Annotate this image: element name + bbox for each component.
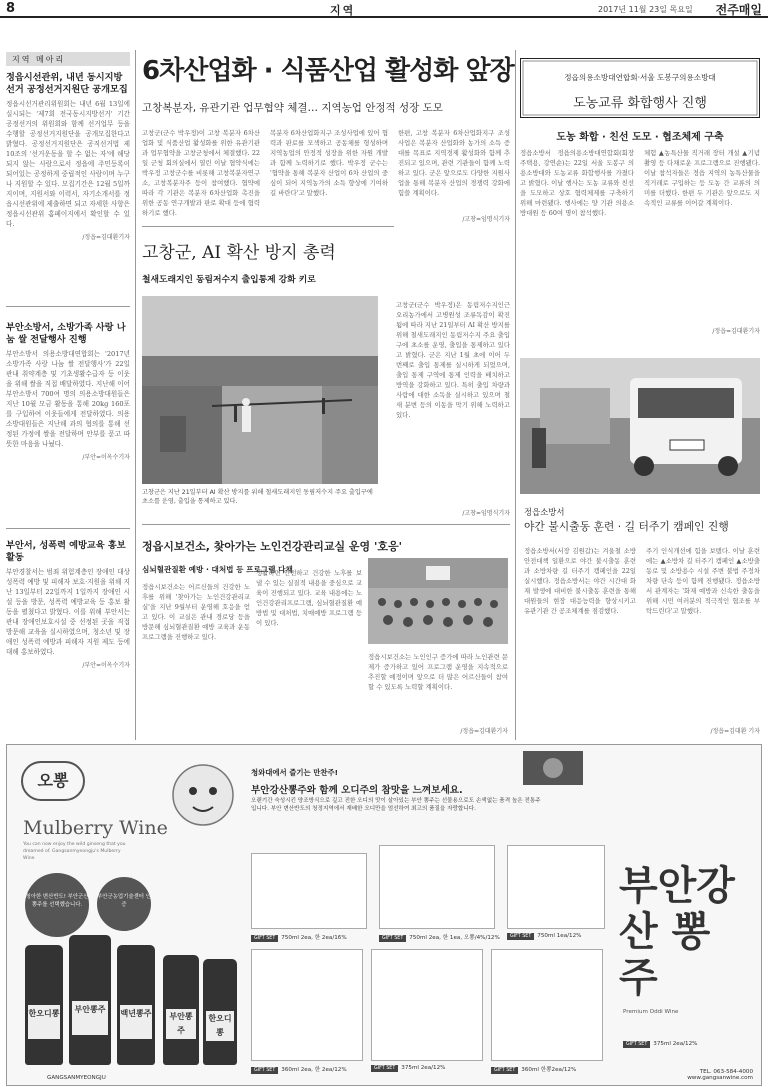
sidebar-article-3 [6,540,130,669]
mulberry-wine-ad [6,744,762,1086]
right1-col-2: 체험 ▲농특산물 직거래 장터 개설 ▲기념 촬영 등 다채로운 프로그램으로 진행됐다. 이날 참석자들은 정읍 지역의 농특산물을 직거래로 구입하는 등 도농 간 교류의 의미를 더했다. 한편 두 기관은 앞으로도 지속적인 교류를 이어갈 계획이다. [644,149,760,207]
ai-body: 고창군(군수 박우정)은 동림저수지인근 오리농가에서 고병원성 조류독감이 확진됨에 따라 지난 21일부터 AI 확산 방지를 위해 철새도래지인 동림저수지 주요 출입구에 초소를 운영, 출입을 통제하고 있다고 밝혔다. 군은 지난 1월 초에 이어 두 번째로 출입 통제를 실시하게 되었으며, 출입 통제 구역에 통제 인력을 배치하고 방역을 강화하고 있다. 특히 출입 차량과 사람에 대한 소독을 실시하고 있으며 철새 분변 등의 이동을 막기 위해 노력하고 있다. [396,301,510,419]
ai-subhead: 철새도래지인 동림저수지 출입통제 강화 키로 [142,275,316,285]
ai-checkpoint-photo [142,296,378,484]
right2-col-2: 주기 인식개선에 힘을 보탰다. 이날 훈련에는 ▲소방차 길 터주기 캠페인 ▲소방출동로 및 소방용수 시설 주변 불법 주정차 차량 단속 등이 함께 진행됐다. 정읍소방서 관계자는 '화재 예방과 신속한 출동을 위해 시민 여러분의 적극적인 협조를 부탁드린다'고 말했다. [646,547,760,615]
ad-tel: TEL. 063-584-4000 [699,1069,753,1075]
ai-byline: /고창=임명식기자 [462,510,510,517]
main-col-1: 고창군(군수 박우정)이 고창 복분자 6차산업화 및 식품산업 활성화를 위한 유관기관과 업무협약을 고창군청에서 체결했다. 22일 군청 회의실에서 열린 이날 협약식에는 박우정 고창군수를 비롯해 고창복분자연구소, 고창복분자주 등이 참여했다. 협약에 따라 각 기관은 복분자 6차산업화 촉진을 위한 공동 연구개발과 판로 확대 등에 협력하기로 했다. [142,129,260,217]
main-headline: 6차산업화 · 식품산업 활성화 앞장 [142,56,514,86]
issue-date: 2017년 11월 23일 목요일 [598,5,693,14]
gift-set-label: GIFT SET 750ml 2ea, 한 2ea/16% [251,933,347,942]
column-divider [515,50,516,740]
ad-big-title: 부안강산 뽕주 [619,862,735,1001]
health-byline: /정읍=김대환기자 [460,728,508,735]
section-title: 지역 [330,4,356,17]
column-divider [135,50,136,740]
main-col-3: 한편, 고창 복분자 6차산업화지구 조성사업은 복분자 산업화와 농가의 소득 증대를 목표로 지역경제 활성화와 함께 추진되고 있으며, 관련 기관들이 함께 노력하고 있다. 군은 앞으로도 다양한 지원사업을 통해 복분자 산업의 경쟁력 강화에 힘쓸 계획이다. [398,129,510,197]
ad-company: GANGSANMYEONGJU [47,1075,106,1081]
health-col-3: 정읍시보건소는 노인인구 증가에 따라 노인관련 문제가 증가하고 있어 프로그램 운영을 지속적으로 추진할 예정이며 앞으로 더 많은 어르신들이 참여할 수 있도록 노력할 계획이다. [368,653,508,691]
right1-byline: /정읍=김대환기자 [712,328,760,335]
health-col-1: 정읍시보건소는 어르신들의 건강한 노후를 위해 '찾아가는 노인건강관리교실'을 지난 9월부터 운영해 호응을 얻고 있다. 이 교실은 관내 경로당 등을 방문해 심뇌혈관질환 예방 교육과 운동 프로그램을 진행하고 있다. [142,583,250,641]
divider [6,528,130,529]
sidebar-article-byline: /부안=이옥수기자 [82,454,130,461]
divider [142,226,394,227]
sidebar-article-body: 부안소방서 의용소방대연합회는 '2017년 소방가족 사랑 나눔 쌀 전달행사'가 22일 관내 취약계층 및 기초생활수급자 등 이웃을 위해 쌀을 직접 배달하였다. 지난해 이어 부안소방서 700여 명의 의용소방대원들은 지난 10월 모금 활동을 통해 20kg 160포를 구입하여 이웃들에게 전달하였다. 의용소방대원들은 지난해 과의 협의를 통해 선정된 가정에 쌀을 전달하며 안부를 묻고 따뜻한 마음을 나눴다. [6,350,130,448]
right1-headline: 도농교류 화합행사 진행 [573,96,707,111]
wine-bottle [203,959,237,1065]
ai-headline: 고창군, AI 확산 방지 총력 [142,243,336,263]
sidebar-article-title: 부안서, 성폭력 예방교육 홍보 활동 [6,540,126,563]
ad-headline-1: 청와대에서 즐기는 만찬주! [251,768,339,777]
bottle-label: 한오디뽕 [206,1011,234,1041]
sidebar-article-body: 부안경찰서는 범죄 위험계층인 장애인 대상 성폭력 예방 및 피해자 보호·지원을 위해 지난 13일부터 22일까지 1일까지 장애인 시설 등을 방문, 성폭력 예방교육 등 홍보 활동을 펼쳤다고 밝혔다. 이를 위해 부안서는 관내 장애인보호시설 중 선정된 곳을 직접 방문해 교육을 실시하였으며, 청소년 및 장애인 성폭력 예방과 피해자 지원 제도 등에 대해 홍보하였다. [6,568,130,656]
ad-award-emblem [513,747,593,791]
sidebar-article-title: 부안소방서, 소방가족 사랑 나눔 쌀 전달행사 진행 [6,322,126,345]
gift-set-box [379,845,495,929]
mascot-icon [163,755,243,835]
ad-contact [687,1069,753,1081]
gift-set-label: GIFT SET 360ml 2ea, 한 2ea/12% [251,1065,347,1074]
masthead [0,0,768,18]
gift-set-box [251,853,367,929]
divider [6,306,130,307]
gift-set-label: GIFT SET 375ml 2ea/12% [371,1065,446,1072]
page-number: 8 [6,1,16,16]
right2-byline: /정읍=김대환 기자 [710,728,760,735]
fire-truck-photo [520,358,760,494]
sidebar-article-title: 정읍시선관위, 내년 동시지방선거 공정선거지원단 공개모집 [6,72,128,95]
main-subhead: 고창복분자, 유관기관 업무협약 체결… 지역농업 안정적 성장 도모 [142,102,443,114]
divider [142,524,510,525]
bottle-label: 부안뽕주 [166,1009,196,1039]
wine-bottle [163,955,199,1065]
gift-set-label: GIFT SET 360ml 한뽕2ea/12% [491,1065,576,1074]
right1-kicker: 정읍의용소방대연합회·서울 도봉구의용소방대 [564,73,716,82]
ad-badge-2: 부안군농업기술센터 인증 [97,877,151,931]
bottle-label: 한오디뽕 [28,1005,60,1039]
gift-set-box [251,949,363,1061]
sidebar-article-byline: /부안=이옥수기자 [82,662,130,669]
bottle-label: 백년뽕주 [120,1005,152,1039]
ad-body: 오랜기간 숙성시킨 양조방식으로 깊고 진한 오디의 맛이 살아있는 부안 뽕주는 선물용으로도 손색없는 품격 높은 전통주입니다. 부안 변산반도의 청정지역에서 재배한 오디만을 엄선하여 최고의 품질을 자랑합니다. [251,798,541,812]
ad-big-title-en: Premium Oddi Wine [623,1009,679,1015]
ad-headline-2: 부안강산뽕주와 함께 오디주의 참맛을 느껴보세요. [251,785,463,796]
sidebar-article-1 [6,72,130,241]
sidebar-article-2 [6,322,130,461]
gift-set-label: GIFT SET 750ml 2ea, 한 1ea, 오뽕/4%/12% [379,933,500,942]
ai-photo-caption: 고창군은 지난 21일부터 AI 확산 방지를 위해 철새도래지인 동림저수지 주요 출입구에 초소를 운영, 출입을 통제하고 있다. [142,489,373,505]
wine-bottle [117,945,155,1065]
gift-set-box [491,949,603,1061]
ad-web: www.gangsanwine.com [687,1075,753,1081]
sidebar-article-byline: /정읍=김대환기자 [82,234,130,241]
right2-kicker: 정읍소방서 [524,507,565,517]
health-subhead: 심뇌혈관질환 예방 · 대처법 등 프로그램 다채 [142,565,293,574]
sidebar-article-body: 정읍시선거관리위원회는 내년 6월 13일에 실시되는 '제7회 전국동시지방선거' 기간 공정선거의 위원회와 함께 선거업무 등을 수행할 공정선거지원단을 공개모집한다고 밝혔다. 공정선거지원단은 공직선거법 제10조의 '선거운동을 할 수 없는 자'에 해당되지 않는 사람으로서 정읍에 주민등록이 되어있는 공정하게 중립적인 사람이며 누구나 지원할 수 있다. 모집기간은 12월 5일까지이며, 지원서와 이력서, 자기소개서를 정읍시선관위에 제출하면 되고 자세한 사항은 정읍시선관위 홈페이지에서 확인할 수 있다. [6,100,130,228]
right1-col-1: 정읍소방서 정읍의용소방대연합회(회장 주택용, 강연순)는 22일 서울 도봉구 의용소방대와 도농교류 화합행사를 가졌다고 밝혔다. 이날 행사는 도농 교류와 친선을 도모하고 상호 협력체제를 구축하기 위해 마련됐다. 행사에는 양 기관 의용소방대원 등 60여 명이 참석했다. [520,149,634,217]
newspaper-brand: 전주매일 [715,3,762,17]
right2-headline: 야간 불시출동 훈련 · 길 터주기 캠페인 진행 [524,520,729,533]
ad-brand-name: Mulberry Wine [23,817,168,839]
sidebar-tag: 지역 메아리 [6,52,130,66]
gift-set-label: GIFT SET 750ml 1ea/12% [507,933,582,940]
bottle-label: 부안뽕주 [72,1001,108,1035]
gift-set-box [371,949,483,1061]
main-byline: /고창=임명식기자 [462,216,510,223]
gift-set-label: GIFT SET 375ml 2ea/12% [623,1041,698,1048]
ad-brand-tagline: You can now enjoy the wild ginseng that you dreamed of. Gangsanmyeongju's Mulberry Wine [23,842,126,861]
health-col-2: 생활하면 안전하고 건강한 노후를 보낼 수 있는 실질적 내용을 중심으로 교육이 진행되고 있다. 교육 내용에는 노인건강관리프로그램, 심뇌혈관질환 예방법 및 대처법, 치매예방 프로그램 등이 있다. [256,569,362,627]
ad-badge-1: 청아한 변산반도! 부안군산뽕주를 선택했습니다. [25,873,89,937]
health-class-photo [368,558,508,644]
right1-subhead: 도농 화합 · 친선 도모 · 협조체제 구축 [556,132,724,143]
health-headline: 정읍시보건소, 찾아가는 노인건강관리교실 운영 '호응' [142,540,403,553]
right2-col-1: 정읍소방서(서장 김원갑)는 겨울철 소방안전대책 일환으로 야간 불시출동 훈련과 소방차량 길 터주기 캠페인을 22일 실시했다. 정읍소방서는 야간 시간대 화재 발생에 대비한 불시출동 훈련을 통해 대원들의 현장 대응능력을 향상시키고 유관기관 간 공조체계를 점검했다. [524,547,636,615]
ad-logo: 오뽕 [21,761,85,801]
gift-set-box [507,845,605,929]
wine-bottle [25,945,63,1065]
main-col-2: 복분자 6차산업화지구 조성사업에 있어 협력과 판로를 모색하고 공동체를 형성하며 지역농업의 안정적 성장을 위한 자원 개발과 함께 노력하기로 했다. 박우정 군수는 '협약을 통해 복분자 산업이 6차 산업의 중심이 되어 지역농가의 소득 향상에 기여하길 바란다'고 말했다. [270,129,388,197]
wine-bottle [69,935,111,1065]
